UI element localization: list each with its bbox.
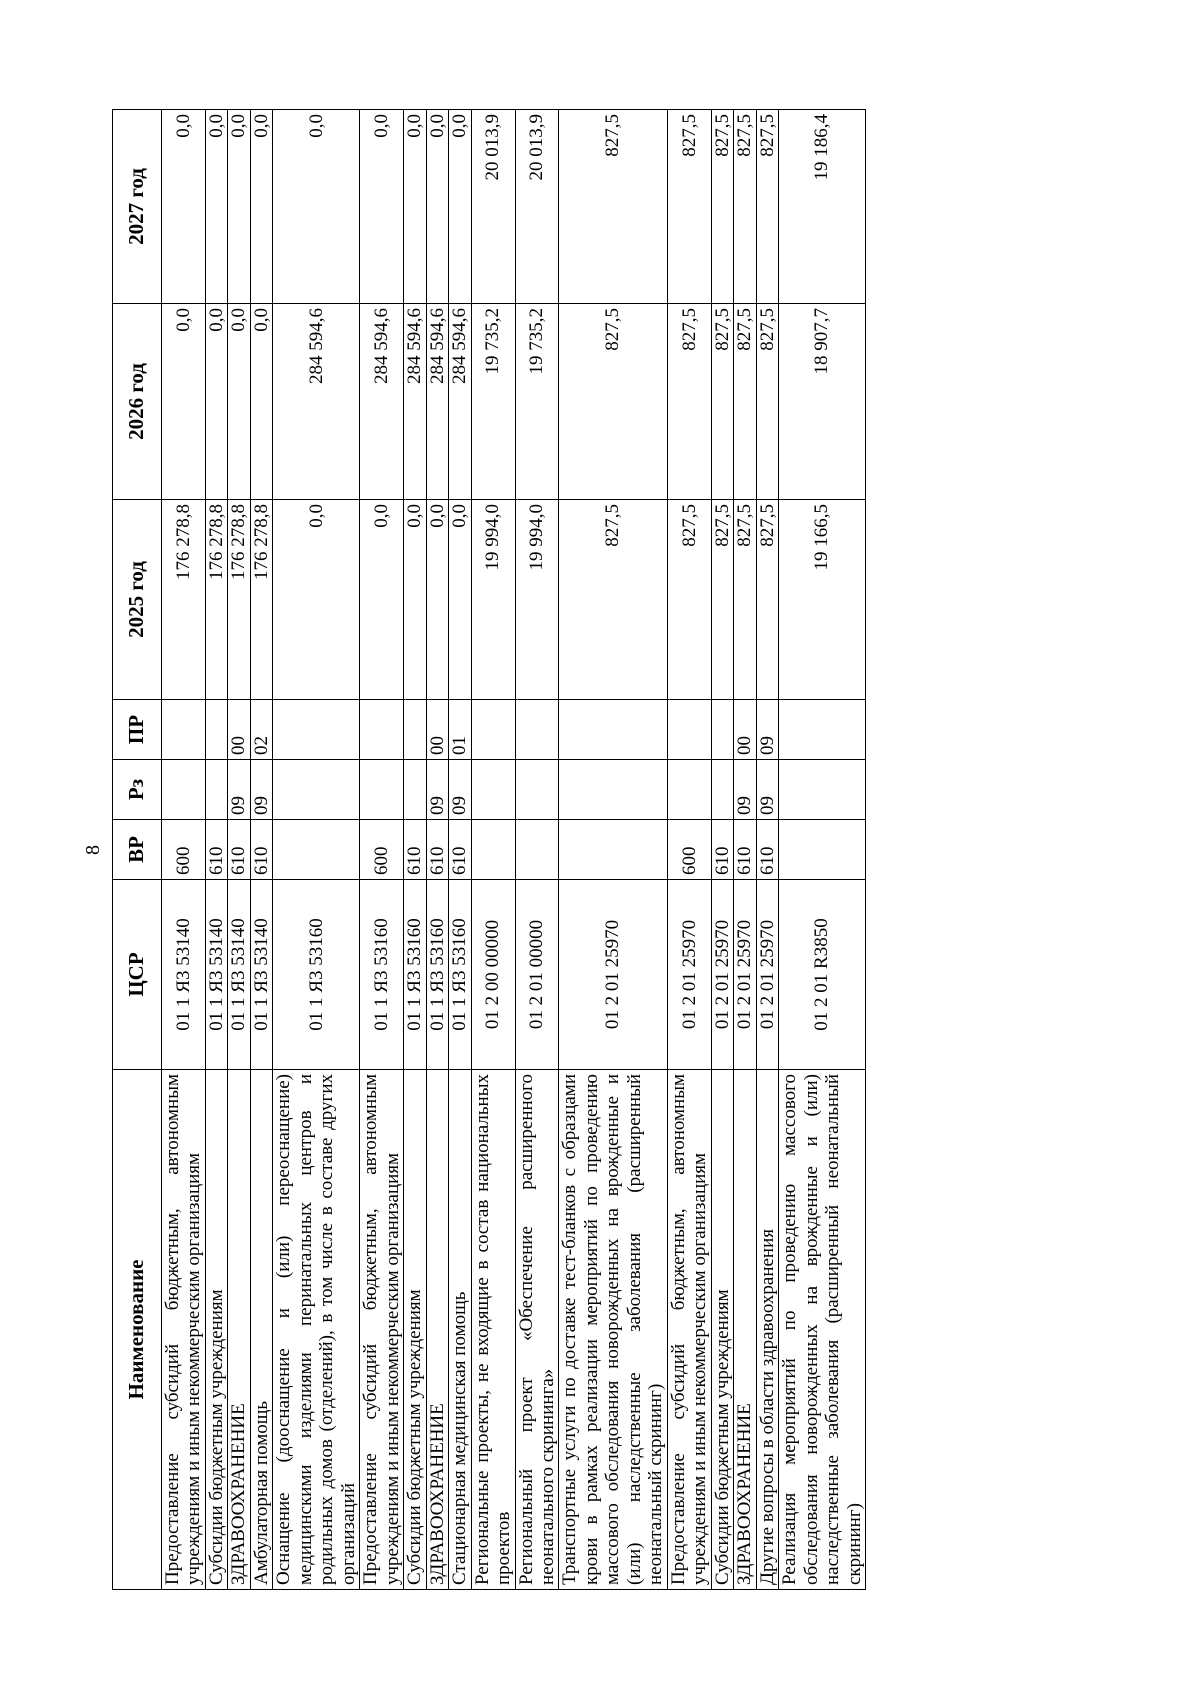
page-number: 8 bbox=[82, 845, 104, 855]
cell-amount-2025: 176 278,8 bbox=[162, 500, 206, 700]
cell-rz bbox=[515, 760, 559, 820]
cell-rz bbox=[404, 760, 426, 820]
cell-pr bbox=[162, 700, 206, 760]
cell-amount-2027: 0,0 bbox=[449, 110, 471, 304]
col-header-csr: ЦСР bbox=[113, 880, 162, 1070]
cell-csr: 01 1 Я3 53140 bbox=[228, 880, 250, 1070]
cell-name: Оснащение (дооснащение и (или) переоснащение) медицинскими изделиями перинатальных центров и родильных домов (отделений), в том числе в составе других организаций bbox=[273, 1070, 360, 1590]
cell-amount-2027: 0,0 bbox=[228, 110, 250, 304]
cell-name: Амбулаторная помощь bbox=[250, 1070, 272, 1590]
cell-pr bbox=[779, 700, 866, 760]
cell-amount-2026: 284 594,6 bbox=[426, 304, 448, 500]
cell-amount-2027: 827,5 bbox=[559, 110, 667, 304]
cell-pr bbox=[360, 700, 404, 760]
cell-amount-2027: 0,0 bbox=[250, 110, 272, 304]
cell-vr: 600 bbox=[667, 820, 711, 880]
cell-amount-2027: 20 013,9 bbox=[471, 110, 515, 304]
cell-amount-2027: 0,0 bbox=[426, 110, 448, 304]
budget-table bbox=[112, 109, 866, 1590]
cell-csr: 01 1 Я3 53140 bbox=[205, 880, 227, 1070]
cell-vr: 610 bbox=[404, 820, 426, 880]
cell-vr: 610 bbox=[734, 820, 756, 880]
cell-pr: 09 bbox=[756, 700, 778, 760]
cell-amount-2026: 19 735,2 bbox=[471, 304, 515, 500]
cell-name: Субсидии бюджетным учреждениям bbox=[205, 1070, 227, 1590]
cell-csr: 01 1 Я3 53140 bbox=[162, 880, 206, 1070]
table-row bbox=[404, 110, 426, 1590]
cell-rz: 09 bbox=[250, 760, 272, 820]
cell-amount-2027: 20 013,9 bbox=[515, 110, 559, 304]
cell-amount-2025: 0,0 bbox=[426, 500, 448, 700]
table-row bbox=[449, 110, 471, 1590]
table-row bbox=[162, 110, 206, 1590]
cell-vr: 610 bbox=[228, 820, 250, 880]
cell-vr: 610 bbox=[426, 820, 448, 880]
cell-amount-2027: 827,5 bbox=[756, 110, 778, 304]
cell-name: Предоставление субсидий бюджетным, автономным учреждениям и иным некоммерческим организациям bbox=[162, 1070, 206, 1590]
table-row bbox=[711, 110, 733, 1590]
cell-rz bbox=[162, 760, 206, 820]
cell-name: Реализация мероприятий по проведению массового обследования новорожденных на врожденные и (или) наследственные заболевания (расширенный неонатальный скрининг) bbox=[779, 1070, 866, 1590]
table-row bbox=[205, 110, 227, 1590]
cell-vr: 610 bbox=[449, 820, 471, 880]
cell-name: Субсидии бюджетным учреждениям bbox=[711, 1070, 733, 1590]
cell-rz bbox=[360, 760, 404, 820]
cell-pr: 01 bbox=[449, 700, 471, 760]
cell-rz bbox=[667, 760, 711, 820]
cell-csr: 01 2 01 25970 bbox=[734, 880, 756, 1070]
cell-pr bbox=[205, 700, 227, 760]
cell-pr: 02 bbox=[250, 700, 272, 760]
cell-amount-2026: 827,5 bbox=[711, 304, 733, 500]
cell-amount-2027: 0,0 bbox=[162, 110, 206, 304]
cell-vr bbox=[471, 820, 515, 880]
cell-amount-2025: 19 166,5 bbox=[779, 500, 866, 700]
cell-rz: 09 bbox=[426, 760, 448, 820]
cell-rz: 09 bbox=[449, 760, 471, 820]
cell-rz: 09 bbox=[756, 760, 778, 820]
cell-vr bbox=[559, 820, 667, 880]
cell-amount-2026: 18 907,7 bbox=[779, 304, 866, 500]
cell-name: ЗДРАВООХРАНЕНИЕ bbox=[734, 1070, 756, 1590]
cell-amount-2026: 827,5 bbox=[559, 304, 667, 500]
table-header-row bbox=[113, 110, 162, 1590]
col-header-2025: 2025 год bbox=[113, 500, 162, 700]
cell-amount-2025: 0,0 bbox=[449, 500, 471, 700]
cell-csr: 01 2 01 25970 bbox=[667, 880, 711, 1070]
table-row bbox=[756, 110, 778, 1590]
cell-vr bbox=[273, 820, 360, 880]
cell-amount-2026: 827,5 bbox=[667, 304, 711, 500]
cell-csr: 01 2 00 00000 bbox=[471, 880, 515, 1070]
table-row bbox=[515, 110, 559, 1590]
cell-amount-2027: 827,5 bbox=[667, 110, 711, 304]
table-body bbox=[162, 110, 866, 1590]
cell-vr: 610 bbox=[205, 820, 227, 880]
cell-vr bbox=[515, 820, 559, 880]
cell-amount-2026: 19 735,2 bbox=[515, 304, 559, 500]
cell-vr: 610 bbox=[711, 820, 733, 880]
cell-amount-2025: 0,0 bbox=[404, 500, 426, 700]
cell-amount-2027: 0,0 bbox=[273, 110, 360, 304]
cell-csr: 01 2 01 25970 bbox=[711, 880, 733, 1070]
cell-amount-2026: 827,5 bbox=[756, 304, 778, 500]
table-row bbox=[471, 110, 515, 1590]
cell-csr: 01 1 Я3 53160 bbox=[360, 880, 404, 1070]
cell-name: Стационарная медицинская помощь bbox=[449, 1070, 471, 1590]
cell-amount-2025: 827,5 bbox=[559, 500, 667, 700]
cell-rz bbox=[273, 760, 360, 820]
cell-csr: 01 1 Я3 53140 bbox=[250, 880, 272, 1070]
cell-name: Предоставление субсидий бюджетным, автономным учреждениям и иным некоммерческим организациям bbox=[360, 1070, 404, 1590]
cell-amount-2026: 284 594,6 bbox=[449, 304, 471, 500]
table-row bbox=[734, 110, 756, 1590]
col-header-2026: 2026 год bbox=[113, 304, 162, 500]
cell-pr: 00 bbox=[228, 700, 250, 760]
cell-vr: 610 bbox=[250, 820, 272, 880]
cell-vr: 610 bbox=[756, 820, 778, 880]
rotated-page-content bbox=[82, 110, 1072, 1590]
cell-amount-2026: 0,0 bbox=[162, 304, 206, 500]
cell-csr: 01 2 01 25970 bbox=[756, 880, 778, 1070]
cell-csr: 01 1 Я3 53160 bbox=[273, 880, 360, 1070]
cell-pr bbox=[471, 700, 515, 760]
cell-amount-2027: 827,5 bbox=[734, 110, 756, 304]
cell-rz bbox=[471, 760, 515, 820]
col-header-name: Наименование bbox=[113, 1070, 162, 1590]
cell-name: Региональный проект «Обеспечение расширенного неонатального скрининга» bbox=[515, 1070, 559, 1590]
cell-pr bbox=[667, 700, 711, 760]
cell-csr: 01 1 Я3 53160 bbox=[404, 880, 426, 1070]
cell-pr: 00 bbox=[734, 700, 756, 760]
cell-amount-2026: 0,0 bbox=[228, 304, 250, 500]
cell-amount-2025: 827,5 bbox=[756, 500, 778, 700]
cell-amount-2025: 0,0 bbox=[360, 500, 404, 700]
table-row bbox=[559, 110, 667, 1590]
cell-rz: 09 bbox=[734, 760, 756, 820]
cell-pr bbox=[559, 700, 667, 760]
col-header-pr: ПР bbox=[113, 700, 162, 760]
cell-amount-2026: 284 594,6 bbox=[273, 304, 360, 500]
cell-amount-2025: 19 994,0 bbox=[471, 500, 515, 700]
cell-csr: 01 2 01 R3850 bbox=[779, 880, 866, 1070]
cell-vr bbox=[779, 820, 866, 880]
cell-amount-2025: 827,5 bbox=[734, 500, 756, 700]
cell-csr: 01 2 01 00000 bbox=[515, 880, 559, 1070]
table-row bbox=[426, 110, 448, 1590]
cell-name: Предоставление субсидий бюджетным, автономным учреждениям и иным некоммерческим организациям bbox=[667, 1070, 711, 1590]
cell-amount-2025: 176 278,8 bbox=[250, 500, 272, 700]
cell-vr: 600 bbox=[162, 820, 206, 880]
cell-amount-2027: 0,0 bbox=[205, 110, 227, 304]
cell-amount-2026: 827,5 bbox=[734, 304, 756, 500]
cell-amount-2026: 0,0 bbox=[205, 304, 227, 500]
table-row bbox=[228, 110, 250, 1590]
col-header-vr: ВР bbox=[113, 820, 162, 880]
cell-rz bbox=[779, 760, 866, 820]
cell-pr bbox=[711, 700, 733, 760]
cell-amount-2025: 827,5 bbox=[711, 500, 733, 700]
cell-name: Другие вопросы в области здравоохранения bbox=[756, 1070, 778, 1590]
cell-csr: 01 1 Я3 53160 bbox=[449, 880, 471, 1070]
cell-amount-2025: 176 278,8 bbox=[205, 500, 227, 700]
cell-vr: 600 bbox=[360, 820, 404, 880]
cell-amount-2026: 284 594,6 bbox=[404, 304, 426, 500]
cell-pr bbox=[515, 700, 559, 760]
col-header-rz: Рз bbox=[113, 760, 162, 820]
table-row bbox=[667, 110, 711, 1590]
cell-amount-2027: 0,0 bbox=[404, 110, 426, 304]
cell-csr: 01 1 Я3 53160 bbox=[426, 880, 448, 1070]
cell-amount-2027: 0,0 bbox=[360, 110, 404, 304]
cell-pr bbox=[273, 700, 360, 760]
cell-pr bbox=[404, 700, 426, 760]
table-row bbox=[779, 110, 866, 1590]
table-row bbox=[273, 110, 360, 1590]
cell-amount-2026: 0,0 bbox=[250, 304, 272, 500]
col-header-2027: 2027 год bbox=[113, 110, 162, 304]
cell-amount-2027: 19 186,4 bbox=[779, 110, 866, 304]
cell-name: ЗДРАВООХРАНЕНИЕ bbox=[228, 1070, 250, 1590]
cell-amount-2025: 176 278,8 bbox=[228, 500, 250, 700]
cell-amount-2025: 0,0 bbox=[273, 500, 360, 700]
cell-amount-2025: 19 994,0 bbox=[515, 500, 559, 700]
cell-csr: 01 2 01 25970 bbox=[559, 880, 667, 1070]
cell-name: ЗДРАВООХРАНЕНИЕ bbox=[426, 1070, 448, 1590]
cell-rz bbox=[205, 760, 227, 820]
cell-amount-2026: 284 594,6 bbox=[360, 304, 404, 500]
cell-rz bbox=[711, 760, 733, 820]
cell-pr: 00 bbox=[426, 700, 448, 760]
cell-name: Транспортные услуги по доставке тест-бланков с образцами крови в рамках реализации мероприятий по проведению массового обследования новорожденных на врожденные и (или) наследственные заболевания (расширенный неонатальный скрининг) bbox=[559, 1070, 667, 1590]
cell-name: Региональные проекты, не входящие в состав национальных проектов bbox=[471, 1070, 515, 1590]
cell-rz bbox=[559, 760, 667, 820]
cell-name: Субсидии бюджетным учреждениям bbox=[404, 1070, 426, 1590]
cell-rz: 09 bbox=[228, 760, 250, 820]
cell-amount-2025: 827,5 bbox=[667, 500, 711, 700]
table-row bbox=[250, 110, 272, 1590]
cell-amount-2027: 827,5 bbox=[711, 110, 733, 304]
table-row bbox=[360, 110, 404, 1590]
